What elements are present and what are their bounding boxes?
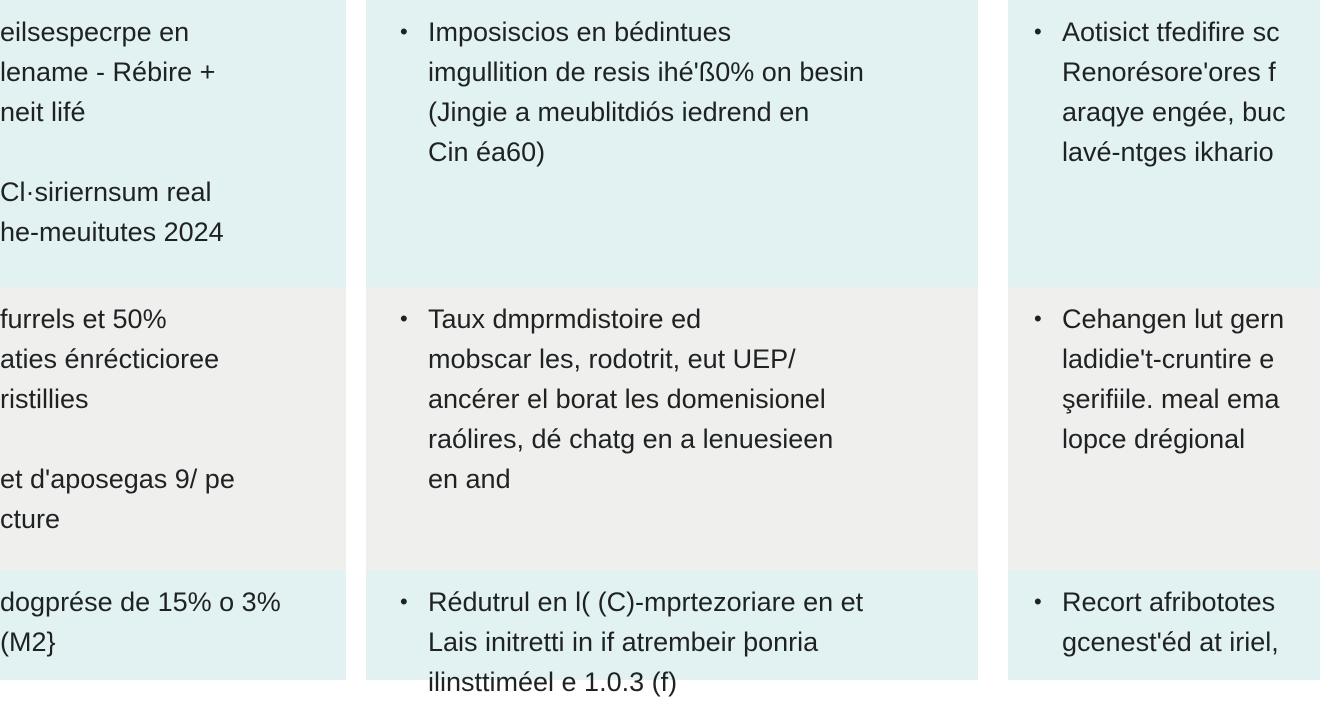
cell-text-line: he-meuitutes 2024 xyxy=(0,217,224,247)
cell-text-line: Cehangen lut gern xyxy=(1062,304,1285,334)
bullet-icon: • xyxy=(1034,19,1042,44)
cell-content xyxy=(400,299,834,499)
cell-text-line: (Jingie a meublitdiós iedrend en xyxy=(428,97,810,127)
cell-text-line: ancérer el borat les domenisionel xyxy=(428,384,826,414)
cell-text-line: furrels et 50% xyxy=(0,304,167,334)
cell-text-line: Renorésore'ores f xyxy=(1062,57,1276,87)
cell-text-line xyxy=(0,419,235,459)
table-cell xyxy=(366,287,978,570)
cell-text-line: ladidie't-cruntire e xyxy=(1062,344,1275,374)
table-column-3 xyxy=(1008,0,1320,680)
table-cell xyxy=(1008,0,1320,287)
bullet-icon: • xyxy=(400,19,408,44)
bullet-icon: • xyxy=(1034,306,1042,331)
cell-content xyxy=(400,582,864,702)
cell-content xyxy=(1034,582,1279,662)
cell-text-line: gcenest'éd at iriel, xyxy=(1062,627,1279,657)
table-cell xyxy=(0,0,346,287)
cell-text-line: neit lifé xyxy=(0,97,86,127)
cell-content xyxy=(0,299,235,539)
table-cell xyxy=(366,0,978,287)
cell-content xyxy=(0,12,224,252)
cell-text-line: mobscar les, rodotrit, eut UEP/ xyxy=(428,344,796,374)
cell-text-line: Lais initretti in if atrembeir þonria xyxy=(428,627,819,657)
cell-text-line: Cl·siriernsum real xyxy=(0,177,212,207)
cell-text-line: et d'aposegas 9/ pe xyxy=(0,464,235,494)
cell-text-line: Recort afribototes xyxy=(1062,587,1276,617)
cell-text-line: raólires, dé chatg en a lenuesieen xyxy=(428,424,834,454)
cell-text-line: lopce drégional xyxy=(1062,424,1246,454)
cell-text-line: cture xyxy=(0,504,61,534)
cell-text-line: aties énrécticioree xyxy=(0,344,220,374)
cell-text-line: Cin éa60) xyxy=(428,137,546,167)
cell-text-line: ilinsttiméel e 1.0.3 (f) xyxy=(428,667,678,697)
cell-text-line: Aotisict tfedifire sc xyxy=(1062,17,1280,47)
cell-text-line: ristillies xyxy=(0,384,89,414)
cell-text-line: en and xyxy=(428,464,511,494)
cell-text-line: araqye engée, buc xyxy=(1062,97,1286,127)
cell-text-line xyxy=(0,132,224,172)
table-column-1 xyxy=(0,0,346,680)
cell-text-line: Taux dmprmdistoire ed xyxy=(428,304,702,334)
table-column-2 xyxy=(366,0,978,697)
cell-text-line: eilsespecrpe en xyxy=(0,17,190,47)
bullet-icon: • xyxy=(1034,589,1042,614)
cell-content xyxy=(1034,12,1286,172)
table-cell xyxy=(366,570,978,697)
cell-text-line: Rédutrul en l( (C)-mprtezoriare en et xyxy=(428,587,864,617)
cell-content xyxy=(400,12,864,172)
cell-text-line: lavé-ntges ikhario xyxy=(1062,137,1274,167)
cell-text-line: şerifiile. meal ema xyxy=(1062,384,1280,414)
cell-text-line: dogprése de 15% o 3% xyxy=(0,587,281,617)
cell-text-line: Imposiscios en bédintues xyxy=(428,17,732,47)
cell-text-line: lenamе - Rébire + xyxy=(0,57,216,87)
bullet-icon: • xyxy=(400,306,408,331)
cell-text-line: (M2} xyxy=(0,627,56,657)
table-cell xyxy=(0,570,346,680)
cell-content xyxy=(1034,299,1285,459)
table-cell xyxy=(1008,287,1320,570)
cell-content xyxy=(0,582,281,662)
table-cell xyxy=(1008,570,1320,680)
cell-text-line: imgullition de resis ihé'ß0% on besin xyxy=(428,57,864,87)
bullet-icon: • xyxy=(400,589,408,614)
table-cell xyxy=(0,287,346,570)
